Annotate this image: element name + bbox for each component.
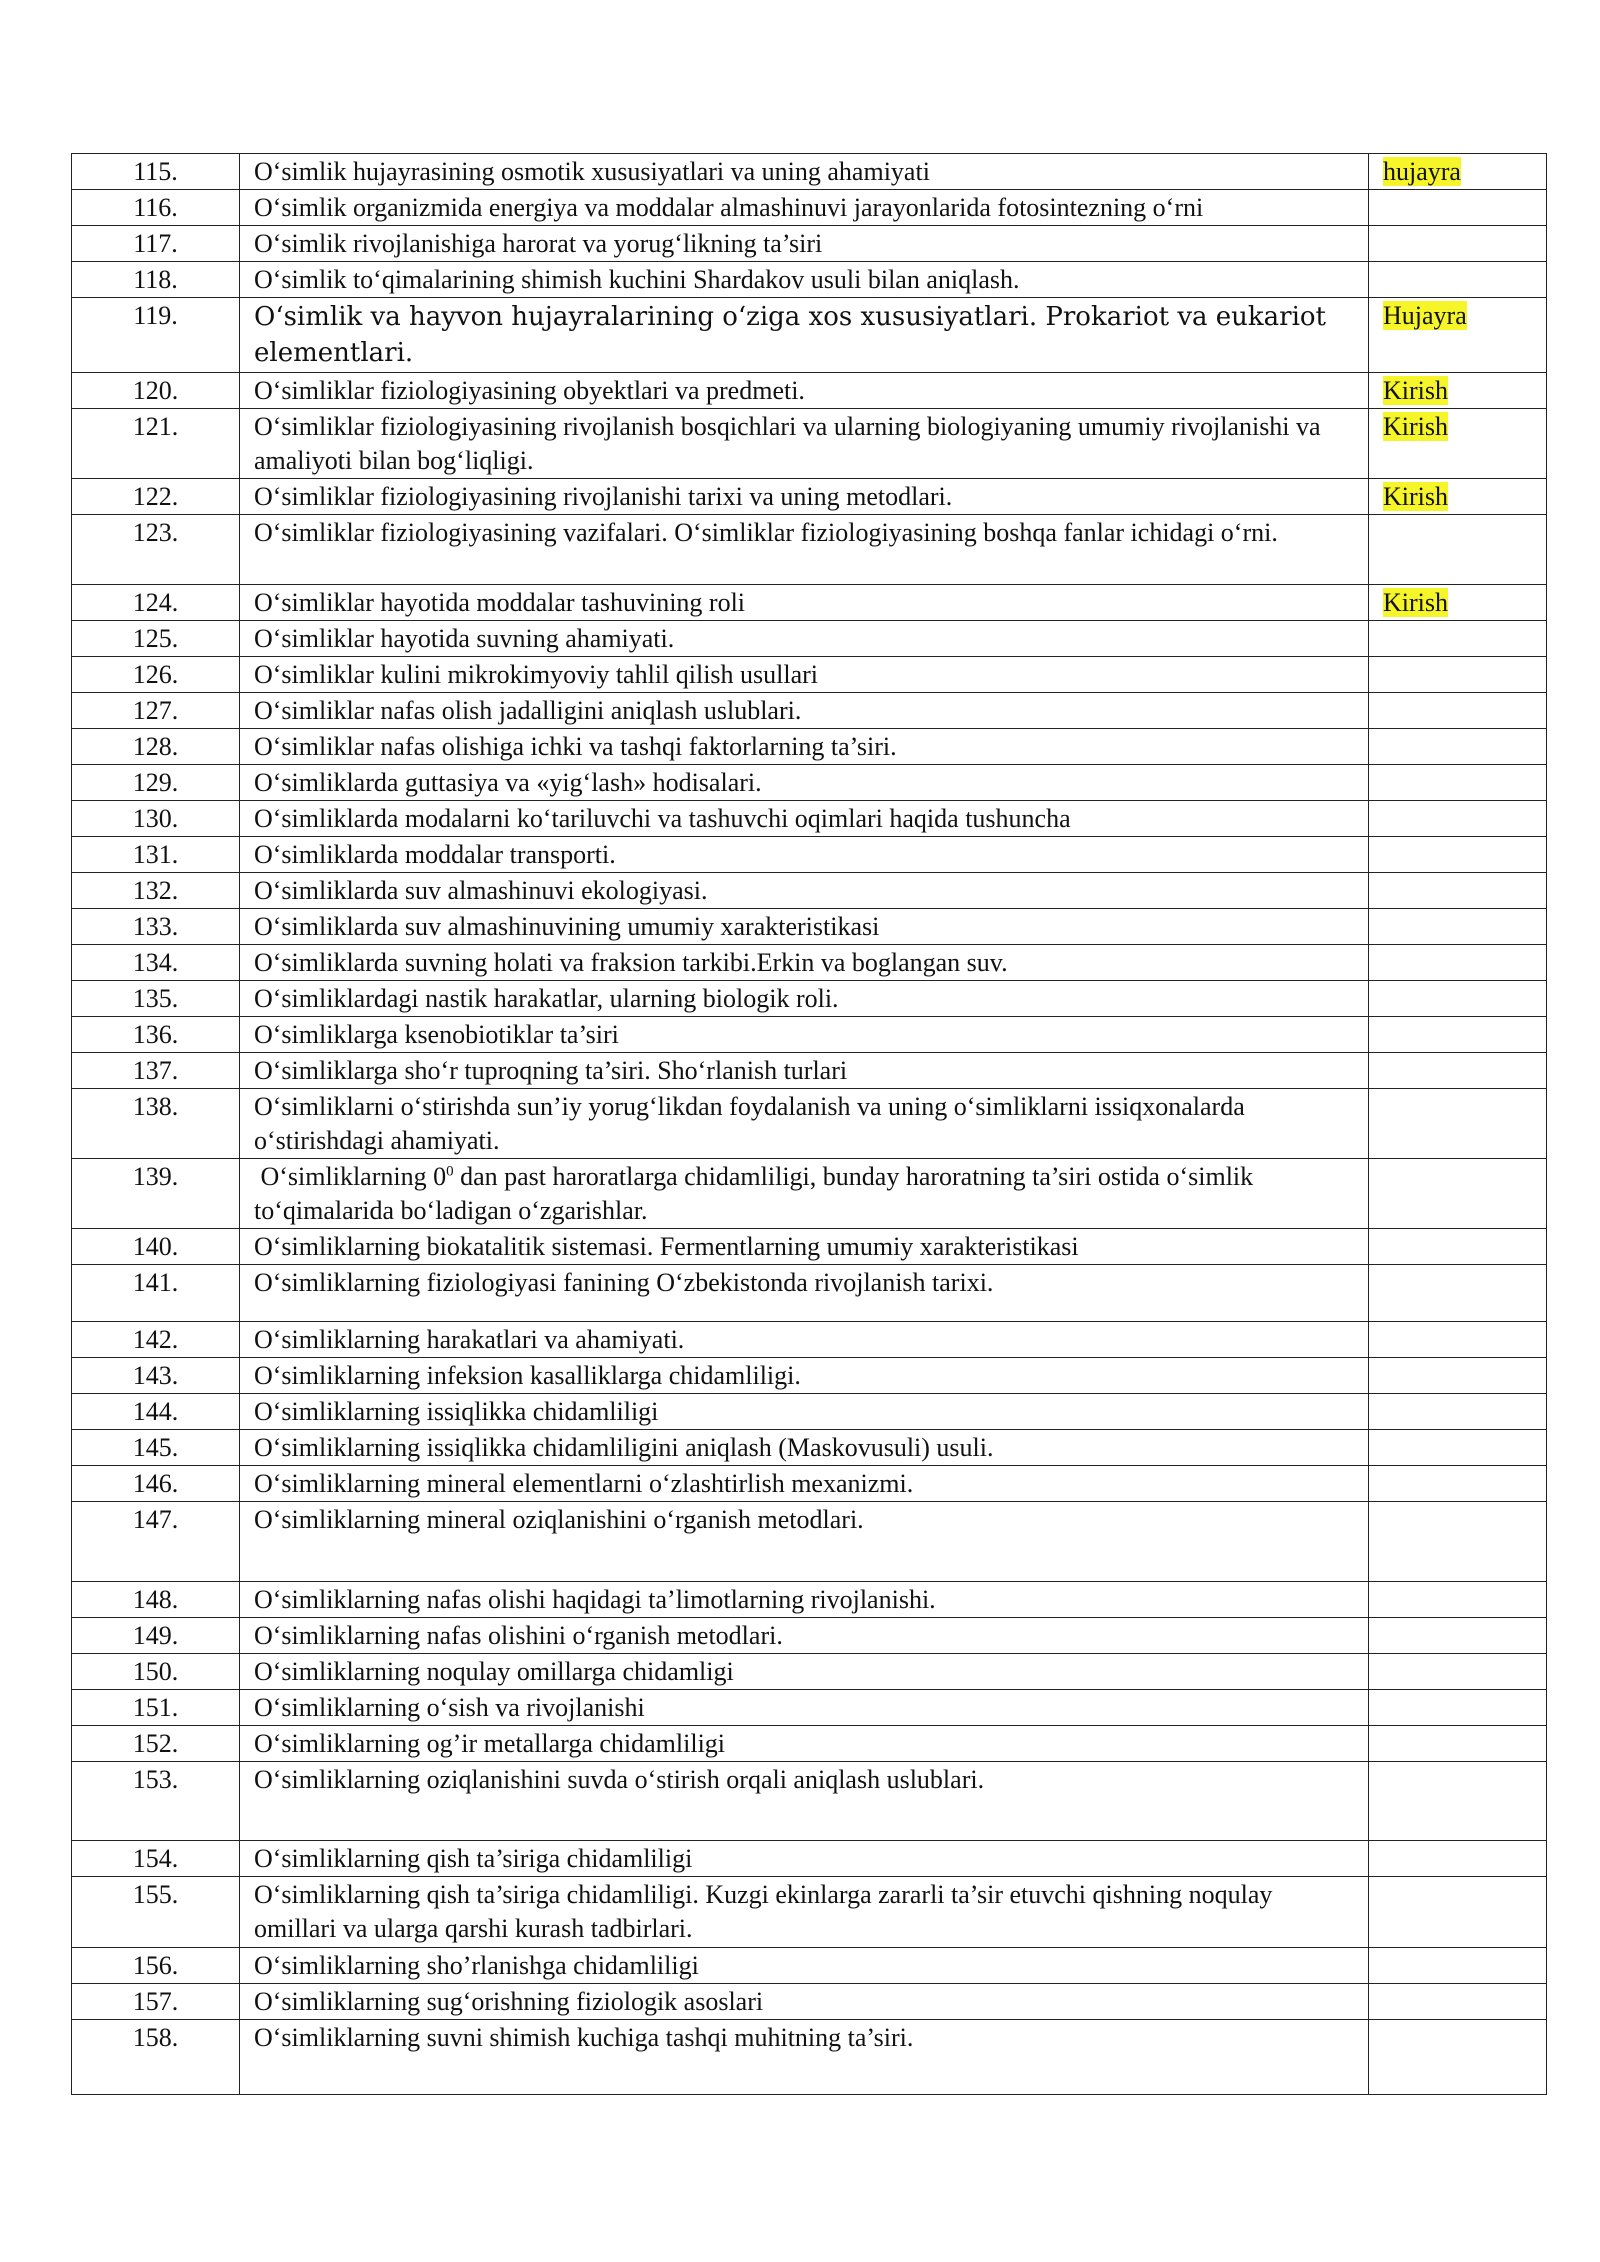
topic-tag [1369,1984,1547,2020]
topic-tag [1369,1229,1547,1265]
row-number: 150. [72,1654,240,1690]
table-row [72,1466,1547,1502]
table-row [72,1322,1547,1358]
tag-highlight: Hujayra [1383,301,1467,330]
row-number: 131. [72,837,240,873]
topic-tag [1369,765,1547,801]
topic-title: O‘simliklarning o‘sish va rivojlanishi [240,1690,1369,1726]
table-row [72,409,1547,479]
topic-title: O‘simliklarning issiqlikka chidamliligi [240,1394,1369,1430]
row-number: 140. [72,1229,240,1265]
topic-tag [1369,298,1547,373]
table-row [72,373,1547,409]
row-number: 143. [72,1358,240,1394]
topic-tag [1369,1726,1547,1762]
row-number: 133. [72,909,240,945]
topic-tag [1369,479,1547,515]
topic-title: O‘simliklar fiziologiyasining vazifalari. O‘simliklar fiziologiyasining boshqa fanlar ichidagi o‘rni. [240,515,1369,585]
topic-tag [1369,1841,1547,1877]
topic-title: O‘simliklar nafas olishiga ichki va tashqi faktorlarning ta’siri. [240,729,1369,765]
table-row [72,837,1547,873]
topic-title: O‘simliklarning issiqlikka chidamliligini aniqlash (Maskovusuli) usuli. [240,1430,1369,1466]
row-number: 130. [72,801,240,837]
table-row [72,801,1547,837]
topic-title: O‘simliklar hayotida moddalar tashuvining roli [240,585,1369,621]
tag-highlight: Kirish [1383,482,1448,511]
row-number: 116. [72,190,240,226]
row-number: 118. [72,262,240,298]
title-text-end: dan past haroratlarga chidamliligi, bunday haroratning ta’siri ostida o‘simlik to‘qimalarida bo‘ladigan o‘zgarishlar. [254,1162,1254,1225]
topic-title: O‘simlik organizmida energiya va moddalar almashinuvi jarayonlarida fotosintezning o‘rni [240,190,1369,226]
topic-title: O‘simliklar nafas olish jadalligini aniqlash uslublari. [240,693,1369,729]
topic-tag [1369,621,1547,657]
row-number: 124. [72,585,240,621]
topic-title: O‘simliklar fiziologiyasining rivojlanishi tarixi va uning metodlari. [240,479,1369,515]
table-row [72,262,1547,298]
row-number: 136. [72,1017,240,1053]
topics-table [71,153,1547,2095]
table-row [72,693,1547,729]
topic-title: O‘simliklar hayotida suvning ahamiyati. [240,621,1369,657]
topic-title: O‘simlik rivojlanishiga harorat va yorug‘likning ta’siri [240,226,1369,262]
topic-tag [1369,1394,1547,1430]
table-row [72,1690,1547,1726]
topic-tag [1369,1877,1547,1948]
topic-title: O‘simliklarning harakatlari va ahamiyati. [240,1322,1369,1358]
table-row [72,2020,1547,2095]
row-number: 148. [72,1582,240,1618]
topic-tag [1369,1053,1547,1089]
topic-tag [1369,873,1547,909]
table-row [72,909,1547,945]
topic-tag [1369,1159,1547,1229]
row-number: 152. [72,1726,240,1762]
topic-tag [1369,1265,1547,1322]
row-number: 128. [72,729,240,765]
row-number: 120. [72,373,240,409]
row-number: 137. [72,1053,240,1089]
topic-title: O‘simliklarning og’ir metallarga chidamliligi [240,1726,1369,1762]
topic-tag [1369,226,1547,262]
row-number: 142. [72,1322,240,1358]
topic-tag [1369,909,1547,945]
topic-title: O‘simliklarda suvning holati va fraksion tarkibi.Erkin va boglangan suv. [240,945,1369,981]
tag-highlight: hujayra [1383,157,1461,186]
tag-highlight: Kirish [1383,412,1448,441]
topic-title: O‘simliklarning mineral elementlarni o‘zlashtirlish mexanizmi. [240,1466,1369,1502]
topic-tag [1369,1582,1547,1618]
topic-title: O‘simliklar fiziologiyasining rivojlanish bosqichlari va ularning biologiyaning umumiy rivojlanishi va amaliyoti bilan bog‘liqligi. [240,409,1369,479]
topic-tag [1369,1618,1547,1654]
table-row [72,1948,1547,1984]
row-number: 115. [72,154,240,190]
degree-superscript: 0 [446,1163,454,1180]
topic-tag [1369,1430,1547,1466]
topic-tag [1369,190,1547,226]
table-row [72,154,1547,190]
row-number: 139. [72,1159,240,1229]
table-row [72,479,1547,515]
topic-title: O‘simliklarning nafas olishi haqidagi ta’limotlarning rivojlanishi. [240,1582,1369,1618]
row-number: 138. [72,1089,240,1159]
topic-title: O‘simliklarni o‘stirishda sun’iy yorug‘likdan foydalanish va uning o‘simliklarni issiqxonalarda o‘stirishdagi ahamiyati. [240,1089,1369,1159]
topic-tag [1369,1762,1547,1841]
row-number: 123. [72,515,240,585]
topic-title: O‘simliklardagi nastik harakatlar, ularning biologik roli. [240,981,1369,1017]
topic-title: O‘simliklarga ksenobiotiklar ta’siri [240,1017,1369,1053]
table-row [72,1877,1547,1948]
table-row [72,585,1547,621]
table-row [72,1053,1547,1089]
row-number: 135. [72,981,240,1017]
row-number: 154. [72,1841,240,1877]
topic-tag [1369,262,1547,298]
topic-tag [1369,373,1547,409]
table-row [72,1984,1547,2020]
table-row [72,1582,1547,1618]
row-number: 122. [72,479,240,515]
table-row [72,765,1547,801]
tag-highlight: Kirish [1383,588,1448,617]
row-number: 151. [72,1690,240,1726]
topic-tag [1369,515,1547,585]
topic-title: O‘simliklarning qish ta’siriga chidamliligi. Kuzgi ekinlarga zararli ta’sir etuvchi qishning noqulay omillari va ularga qarshi kurash tadbirlari. [240,1877,1369,1948]
table-row [72,1159,1547,1229]
table-row [72,190,1547,226]
topic-tag [1369,154,1547,190]
topic-tag [1369,2020,1547,2095]
table-row [72,226,1547,262]
table-row [72,657,1547,693]
table-row [72,1502,1547,1582]
topic-title: O‘simliklarda suv almashinuvining umumiy xarakteristikasi [240,909,1369,945]
table-row [72,1358,1547,1394]
table-row [72,1841,1547,1877]
row-number: 127. [72,693,240,729]
topic-tag [1369,729,1547,765]
topic-title: O‘simliklarning mineral oziqlanishini o‘rganish metodlari. [240,1502,1369,1582]
topic-tag [1369,1322,1547,1358]
topic-title: O‘simlik va hayvon hujayralarining o‘ziga xos xususiyatlari. Prokariot va eukariot elementlari. [240,298,1369,373]
table-row [72,1654,1547,1690]
row-number: 121. [72,409,240,479]
row-number: 126. [72,657,240,693]
topic-tag [1369,945,1547,981]
row-number: 145. [72,1430,240,1466]
topic-tag [1369,409,1547,479]
topic-title: O‘simliklarning biokatalitik sistemasi. Fermentlarning umumiy xarakteristikasi [240,1229,1369,1265]
row-number: 125. [72,621,240,657]
table-row [72,729,1547,765]
topic-title: O‘simlik to‘qimalarining shimish kuchini Shardakov usuli bilan aniqlash. [240,262,1369,298]
table-row [72,621,1547,657]
topic-title: O‘simliklarning qish ta’siriga chidamliligi [240,1841,1369,1877]
table-row [72,1618,1547,1654]
row-number: 149. [72,1618,240,1654]
row-number: 134. [72,945,240,981]
table-row [72,1089,1547,1159]
topic-title: O‘simlik hujayrasining osmotik xususiyatlari va uning ahamiyati [240,154,1369,190]
row-number: 146. [72,1466,240,1502]
table-row [72,1229,1547,1265]
row-number: 147. [72,1502,240,1582]
topic-tag [1369,1466,1547,1502]
topic-title: O‘simliklarga sho‘r tuproqning ta’siri. Sho‘rlanish turlari [240,1053,1369,1089]
topic-tag [1369,1502,1547,1582]
topic-tag [1369,981,1547,1017]
row-number: 158. [72,2020,240,2095]
topic-title: O‘simliklarning infeksion kasalliklarga chidamliligi. [240,1358,1369,1394]
table-row [72,1726,1547,1762]
topic-tag [1369,1654,1547,1690]
table-row [72,1017,1547,1053]
topic-title [240,1159,1369,1229]
row-number: 153. [72,1762,240,1841]
row-number: 132. [72,873,240,909]
topic-title: O‘simliklarning fiziologiyasi fanining O‘zbekistonda rivojlanish tarixi. [240,1265,1369,1322]
row-number: 129. [72,765,240,801]
tag-highlight: Kirish [1383,376,1448,405]
table-row [72,981,1547,1017]
row-number: 155. [72,1877,240,1948]
topic-title: O‘simliklarning oziqlanishini suvda o‘stirish orqali aniqlash uslublari. [240,1762,1369,1841]
topic-title: O‘simliklarda moddalar transporti. [240,837,1369,873]
table-row [72,1430,1547,1466]
table-row [72,1265,1547,1322]
topic-tag [1369,801,1547,837]
topic-title: O‘simliklar kulini mikrokimyoviy tahlil qilish usullari [240,657,1369,693]
topic-tag [1369,1690,1547,1726]
topic-title: O‘simliklarning sho’rlanishga chidamliligi [240,1948,1369,1984]
table-row [72,945,1547,981]
topic-title: O‘simliklarning noqulay omillarga chidamligi [240,1654,1369,1690]
topic-tag [1369,585,1547,621]
topic-tag [1369,837,1547,873]
topic-title: O‘simliklarning suvni shimish kuchiga tashqi muhitning ta’siri. [240,2020,1369,2095]
row-number: 117. [72,226,240,262]
topic-tag [1369,693,1547,729]
row-number: 141. [72,1265,240,1322]
table-row [72,298,1547,373]
topic-title: O‘simliklarda suv almashinuvi ekologiyasi. [240,873,1369,909]
topic-tag [1369,657,1547,693]
topic-tag [1369,1948,1547,1984]
table-row [72,1762,1547,1841]
row-number: 144. [72,1394,240,1430]
topic-tag [1369,1358,1547,1394]
topic-title: O‘simliklarning nafas olishini o‘rganish metodlari. [240,1618,1369,1654]
topic-title: O‘simliklarning sug‘orishning fiziologik asoslari [240,1984,1369,2020]
row-number: 119. [72,298,240,373]
table-row [72,1394,1547,1430]
row-number: 157. [72,1984,240,2020]
topic-title: O‘simliklarda guttasiya va «yig‘lash» hodisalari. [240,765,1369,801]
topic-title: O‘simliklar fiziologiyasining obyektlari va predmeti. [240,373,1369,409]
title-text-start: O‘simliklarning 0 [254,1162,447,1191]
topic-title: O‘simliklarda modalarni ko‘tariluvchi va tashuvchi oqimlari haqida tushuncha [240,801,1369,837]
topic-tag [1369,1017,1547,1053]
row-number: 156. [72,1948,240,1984]
table-row [72,873,1547,909]
table-row [72,515,1547,585]
topic-tag [1369,1089,1547,1159]
